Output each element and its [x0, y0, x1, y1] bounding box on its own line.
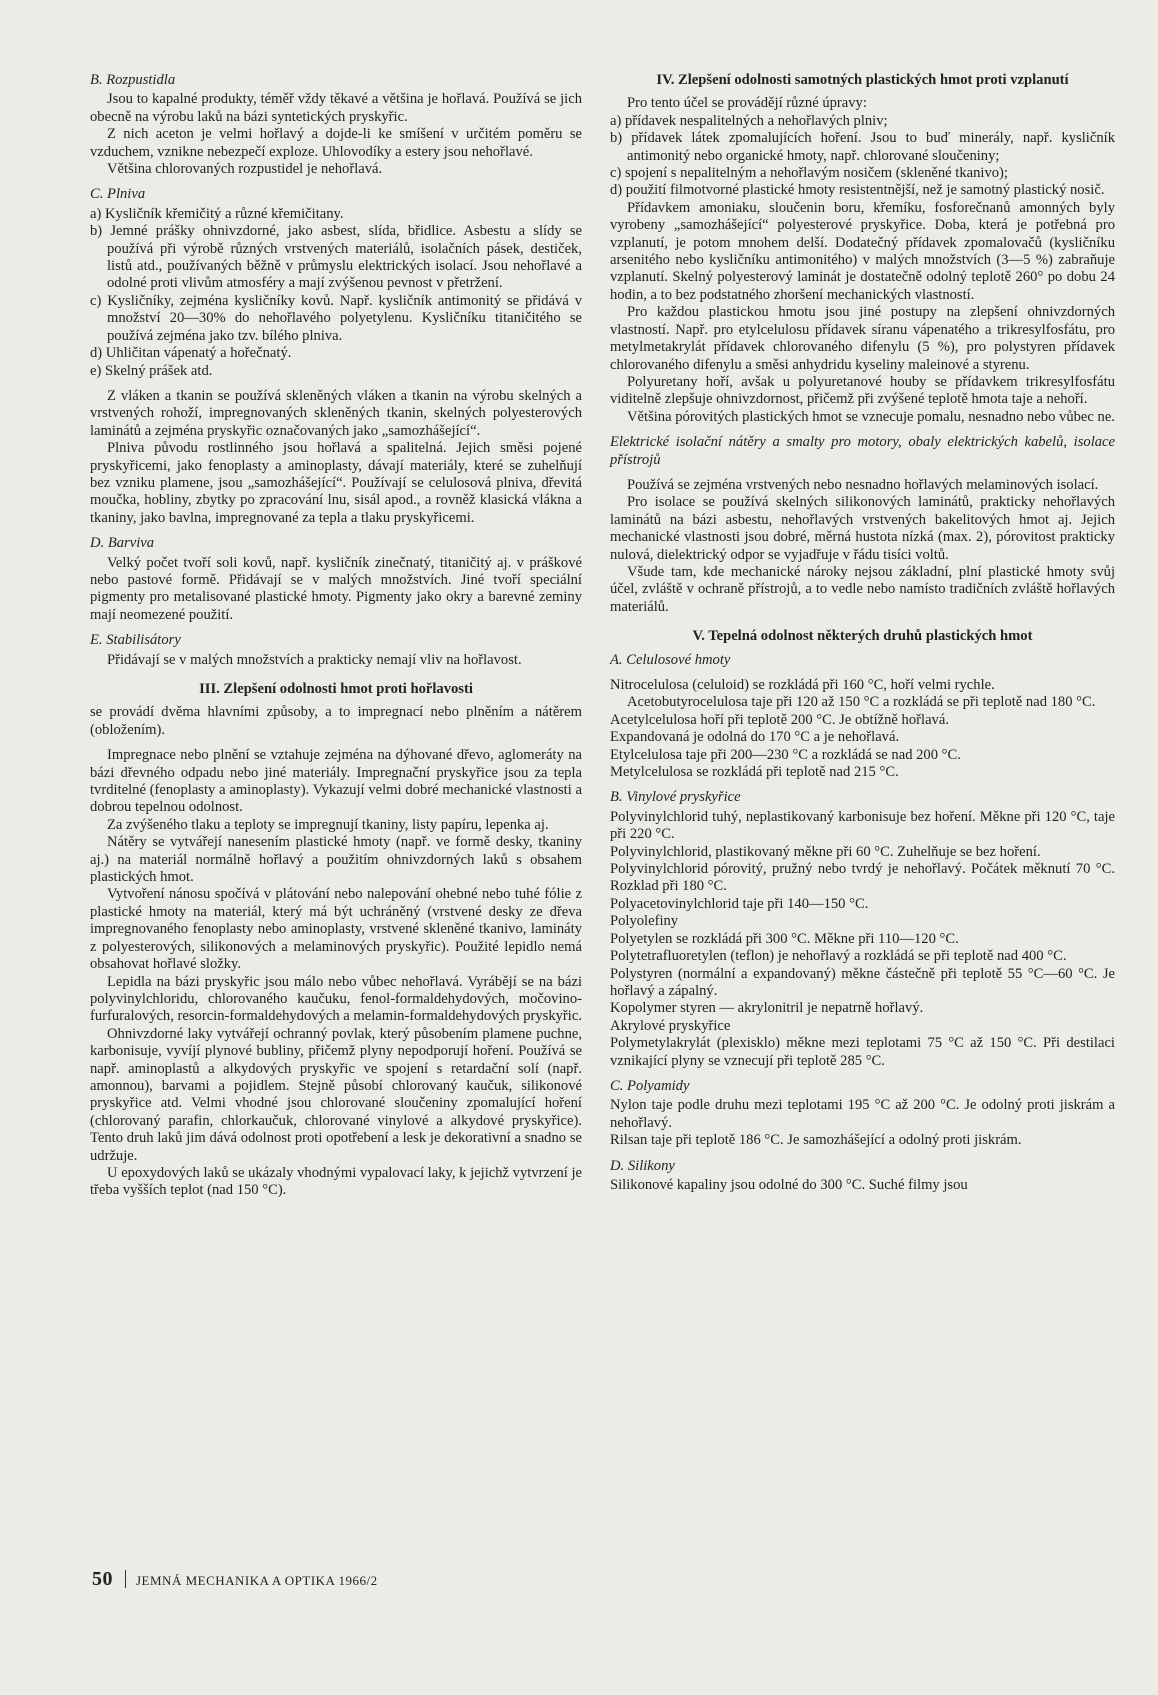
paragraph: Ohnivzdorné laky vytvářejí ochranný povlak, který působením plamene puchne, karbonisuje, vyvíjí plynové bubliny, přičemž plyny nepodporují hoření. Používá se např. aminoplastů a alkydových pryskyřic ve spojení s retardační solí (např. amonnou), barvami a pojidlem. Stejně působí chlorovaný kaučuk, silikonové pryskyřice atd. Velmi vhodné jsou chlorované sloučeniny zpomalující hoření (chlorovaný parafin, chlorkaučuk, chlorované vinylové a alkydové pryskyřice). Tento druh laků jim dává odolnost proti opotřebení a lesk je dekorativní a snadno se udržuje. [90, 1025, 582, 1164]
chapter-heading: IV. Zlepšení odolnosti samotných plastických hmot proti vzplanutí [656, 72, 1069, 88]
section-heading: E. Stabilisátory [90, 632, 181, 649]
paragraph: Přídavkem amoniaku, sloučenin boru, křemíku, fosforečnanů amonných byly vyrobeny „samozhášející“ polyesterové pryskyřice. Doba, která je potřebná pro vzplanutí, je potom mnohem delší. Dodatečný přídavek zpomalovačů (kysličníku arsenitého nebo kysličníku antimonitého) v malých množstvích (3—5 %) zabraňuje vzplanutí. Skelný polyesterový laminát je dostatečně odolný teplotě 260° po dobu 24 hodin, a to bez podstatného zhoršení mechanických vlastností. [610, 199, 1115, 303]
list-item: a) přídavek nespalitelných a nehořlavých plniv; [610, 112, 888, 129]
list-item: c) spojení s nepalitelným a nehořlavým nosičem (skleněné tkanivo); [610, 165, 1008, 182]
paragraph: Acetylcelulosa hoří při teplotě 200 °C. Je obtížně hořlavá. [610, 711, 949, 728]
paragraph: Etylcelulosa taje při 200—230 °C a rozkládá se nad 200 °C. [610, 746, 961, 763]
list-item: a) Kysličník křemičitý a různé křemičitany. [90, 205, 344, 222]
paragraph: Rilsan taje při teplotě 186 °C. Je samozhášející a odolný proti jiskrám. [610, 1132, 1022, 1149]
paragraph: Za zvýšeného tlaku a teploty se impregnují tkaniny, listy papíru, lepenka aj. [107, 816, 549, 833]
paragraph: Metylcelulosa se rozkládá při teplotě nad 215 °C. [610, 764, 899, 781]
paragraph: Silikonové kapaliny jsou odolné do 300 °C. Suché filmy jsou [610, 1176, 968, 1193]
paragraph: Impregnace nebo plnění se vztahuje zejména na dýhované dřevo, aglomeráty na bázi dřevného odpadu nebo jiné materiály. Impregnační pryskyřice jsou za tepla tvrditelné (fenoplasty a aminoplasty). Vykazují velmi dobré mechanické vlastnosti a dobrou tepelnou odolnost. [90, 747, 582, 816]
paragraph: Používá se zejména vrstvených nebo nesnadno hořlavých melaminových isolací. [627, 476, 1099, 493]
list-item: c) Kysličníky, zejména kysličníky kovů. Např. kysličník antimonitý se přidává v množství 20—30% do nehořlavého polyetylenu. Kysličníku titaničitého se používá zejména jako tzv. bílého plniva. [90, 292, 582, 344]
paragraph: Přidávají se v malých množstvích a prakticky nemají vliv na hořlavost. [107, 651, 522, 668]
paragraph: Nátěry se vytvářejí nanesením plastické hmoty (např. ve formě desky, tkaniny aj.) na materiál normálně hořlavý a použitím ohnivzdorných laků s obsahem plastických hmot. [90, 834, 582, 886]
list-item: b) Jemné prášky ohnivzdorné, jako asbest, slída, břidlice. Asbestu a slídy se používá při výrobě různých vrstvených materiálů, isolačních pásek, destiček, listů atd., používaných běžně v průmyslu elektrických isolací. Jsou nehořlavé a odolné proti vlivům atmosféry a mají zvýšenou pevnost v přetržení. [90, 223, 582, 292]
paragraph: Polyvinylchlorid tuhý, neplastikovaný karbonisuje bez hoření. Měkne při 120 °C, taje při 220 °C. [610, 808, 1115, 843]
paragraph: Polyacetovinylchlorid taje při 140—150 °C. [610, 895, 869, 912]
paragraph: Polystyren (normální a expandovaný) měkne částečně při teplotě 55 °C—60 °C. Je hořlavý a zápalný. [610, 965, 1115, 999]
paragraph: Polyvinylchlorid pórovitý, pružný nebo tvrdý je nehořlavý. Počátek měknutí 70 °C. Rozklad při 180 °C. [610, 861, 1115, 895]
paragraph: Pro isolace se používá skelných silikonových laminátů, prakticky nehořlavých laminátů na bázi asbestu, nehořlavých vrstvených bakelitových hmot aj. Jejich mechanické vlastnosti jsou dobré, měrná hustota nízká (max. 2), pórovitost prakticky nulová, dielektrický odpor se vyjadřuje v řádu tisíci voltů. [610, 494, 1115, 563]
section-heading: D. Silikony [610, 1157, 675, 1174]
paragraph: Z vláken a tkanin se používá skleněných vláken a tkanin na výrobu skelných a vrstvených rohoží, impregnovaných skleněných tkanin, skelných polyesterových laminátů a zejména pryskyřic označovaných jako „samozhášející“. [90, 387, 582, 439]
page-number: 50 [92, 1568, 113, 1590]
paragraph: Polyvinylchlorid, plastikovaný měkne při 60 °C. Zuhelňuje se bez hoření. [610, 843, 1041, 860]
paragraph: Jsou to kapalné produkty, téměř vždy těkavé a většina je hořlavá. Používá se jich obecně na výrobu laků na bázi syntetických pryskyřic. [90, 91, 582, 125]
paragraph: Plniva původu rostlinného jsou hořlavá a spalitelná. Jejich směsi pojené pryskyřicemi, jako fenoplasty a aminoplasty, dávají materiály, které se zuhelňují bez vzniku plamene, jsou „samozhášející“. Používají se celulosová plniva, dřevitá moučka, hobliny, zbytky po zpracování lnu, sisál apod., a rovněž klasická vlákna a tkaniny, jako bavlna, impregnované za tepla a tlaku pryskyřicemi. [90, 440, 582, 526]
paragraph: Akrylové pryskyřice [610, 1017, 731, 1034]
journal-title: JEMNÁ MECHANIKA A OPTIKA 1966/2 [136, 1573, 378, 1588]
paragraph: Nitrocelulosa (celuloid) se rozkládá při 160 °C, hoří velmi rychle. [610, 677, 995, 693]
paragraph: Většina chlorovaných rozpustidel je nehořlavá. [107, 161, 383, 178]
paragraph: Polymetylakrylát (plexisklo) měkne mezi teplotami 75 °C až 150 °C. Při destilaci vznikající plyny se vznecují při teplotě 285 °C. [610, 1035, 1115, 1069]
list-item: b) přídavek látek zpomalujících hoření. Jsou to buď minerály, např. kysličník antimonitý nebo organické hmoty, např. chlorované sloučeniny; [610, 130, 1115, 164]
paragraph: Většina pórovitých plastických hmot se vznecuje pomalu, nesnadno nebo vůbec ne. [627, 408, 1115, 425]
paragraph: Polyetylen se rozkládá při 300 °C. Měkne při 110—120 °C. [610, 930, 959, 947]
paragraph: Polytetrafluoretylen (teflon) je nehořlavý a rozkládá se při teplotě nad 400 °C. [610, 948, 1067, 965]
left-column [90, 72, 582, 1200]
paragraph: Acetobutyrocelulosa taje při 120 až 150 °C a rozkládá se při teplotě nad 180 °C. [627, 694, 1096, 711]
paragraph: se provádí dvěma hlavními způsoby, a to impregnací nebo plněním a nátěrem (obložením). [90, 704, 582, 738]
paragraph: Pro tento účel se provádějí různé úpravy: [627, 95, 867, 112]
chapter-heading: III. Zlepšení odolnosti hmot proti hořlavosti [199, 681, 473, 697]
section-heading: D. Barviva [90, 535, 155, 552]
paragraph: Všude tam, kde mechanické nároky nejsou základní, plní plastické hmoty svůj účel, zvláště v ochraně přístrojů, a to vedle nebo namísto tradičních zvláště hořlavých materiálů. [610, 563, 1115, 615]
paragraph: Z nich aceton je velmi hořlavý a dojde-li ke smíšení v určitém poměru se vzduchem, vznikne nebezpečí exploze. Uhlovodíky a estery jsou nehořlavé. [90, 126, 582, 160]
section-heading: B. Rozpustidla [90, 72, 176, 88]
paragraph: U epoxydových laků se ukázaly vhodnými vypalovací laky, k jejichž vytvrzení je třeba vyšších teplot (nad 150 °C). [90, 1164, 582, 1199]
page-footer [92, 1568, 378, 1591]
paragraph: Pro každou plastickou hmotu jsou jiné postupy na zlepšení ohnivzdorných vlastností. Např. pro etylcelulosu přídavek síranu vápenatého a trikresylfosfátu, pro metylmetakrylát přídavek chlorovaného difenylu (5 %), pro polystyren přídavek chlorovaného difenylu a směsi anhydridu kyseliny maleinové a styrenu. [610, 304, 1115, 373]
paragraph: Polyolefiny [610, 913, 679, 930]
section-heading: Elektrické isolační nátěry a smalty pro motory, obaly elektrických kabelů, isolace přístrojů [610, 434, 1115, 468]
section-heading: C. Polyamidy [610, 1077, 690, 1094]
chapter-heading: V. Tepelná odolnost některých druhů plastických hmot [692, 628, 1033, 645]
section-heading: C. Plniva [90, 186, 146, 203]
section-heading: B. Vinylové pryskyřice [610, 789, 741, 806]
paragraph: Nylon taje podle druhu mezi teplotami 195 °C až 200 °C. Je odolný proti jiskrám a nehořlavý. [610, 1097, 1115, 1131]
paragraph: Kopolymer styren — akrylonitril je nepatrně hořlavý. [610, 1000, 924, 1017]
list-item: d) Uhličitan vápenatý a hořečnatý. [90, 345, 292, 362]
footer-divider [125, 1570, 126, 1588]
list-item: e) Skelný prášek atd. [90, 362, 213, 379]
paragraph: Lepidla na bázi pryskyřic jsou málo nebo vůbec nehořlavá. Vyrábějí se na bázi polyvinylchloridu, chlorovaného kaučuku, fenol-formaldehydových, močovino-furfuralových, resorcin-formaldehydových a melamin-formaldehydových pryskyřic. [90, 973, 582, 1025]
section-heading: A. Celulosové hmoty [610, 651, 731, 668]
paragraph: Polyuretany hoří, avšak u polyuretanové houby se přídavkem trikresylfosfátu viditelně zlepšuje ohnivzdornost, přičemž při zvýšené teplotě hmota taje a nehoří. [610, 373, 1115, 408]
right-column [610, 72, 1115, 1194]
paragraph: Velký počet tvoří soli kovů, např. kysličník zinečnatý, titaničitý aj. v práškové nebo pastové formě. Přidávají se v malých množstvích. Jiné tvoří speciální pigmenty pro metalisované plastické hmoty. Pigmenty jako okry a barevné zeminy mají neomezené použití. [90, 554, 582, 623]
paragraph: Vytvoření nánosu spočívá v plátování nebo nalepování ohebné nebo tuhé fólie z plastické hmoty na materiál, který má být uchráněný (vrstvené desky ze dřeva impregnovaného fenoplasty nebo aminoplasty, vrstvené skleněné tkanivo, lamináty z polyesterových, silikonových a melaminových pryskyřic). Použité lepidlo nemá obsahovat hořlavé složky. [90, 886, 582, 973]
list-item: d) použití filmotvorné plastické hmoty resistentnější, než je samotný plastický nosič. [610, 182, 1105, 199]
paragraph: Expandovaná je odolná do 170 °C a je nehořlavá. [610, 729, 900, 746]
